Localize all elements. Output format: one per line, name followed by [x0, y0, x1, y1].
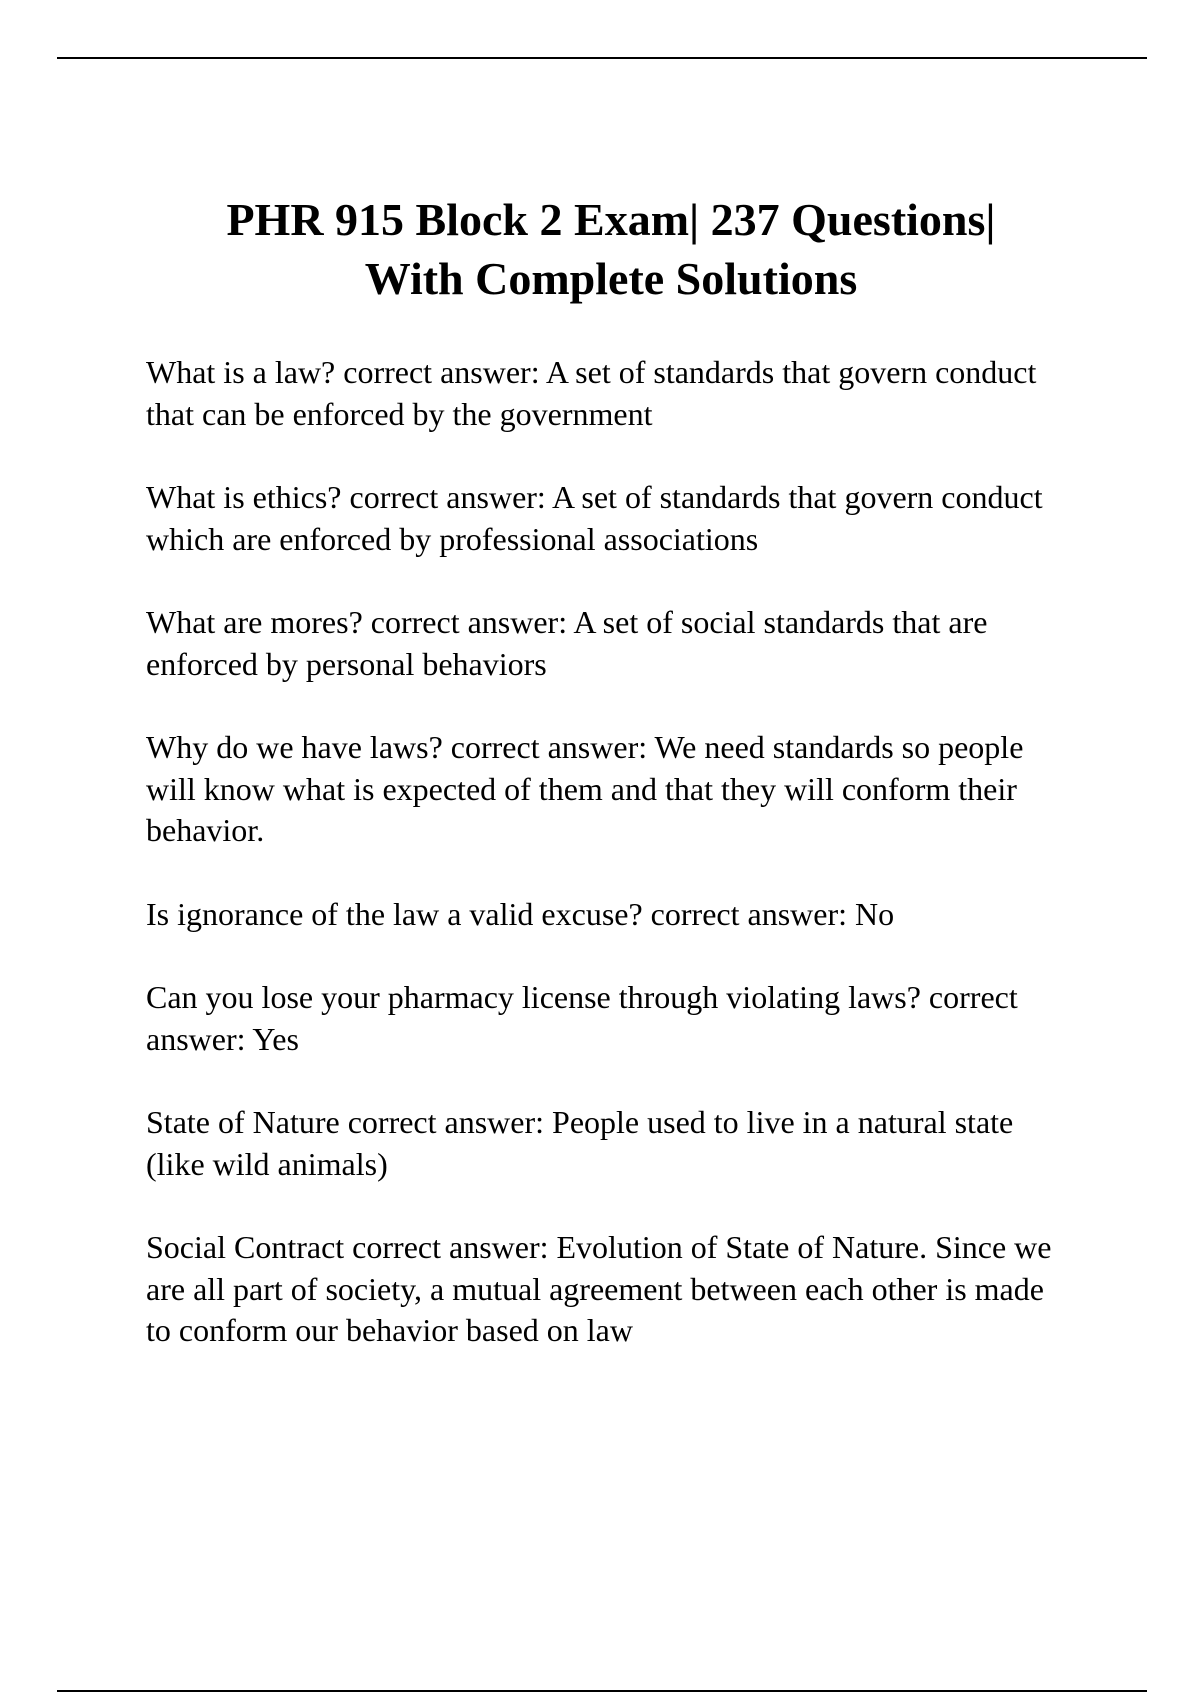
header-rule — [57, 57, 1147, 59]
qa-item: What is a law? correct answer: A set of standards that govern conduct that can be enforced by the government — [146, 354, 1037, 432]
qa-list — [146, 352, 1076, 1352]
qa-item: Can you lose your pharmacy license through violating laws? correct answer: Yes — [146, 979, 1018, 1057]
qa-item: Why do we have laws? correct answer: We need standards so people will know what is expected of them and that they will conform their behavior. — [146, 729, 1024, 848]
document-title — [146, 190, 1076, 308]
title-line-1: PHR 915 Block 2 Exam| 237 Questions| — [226, 194, 996, 245]
title-line-2: With Complete Solutions — [364, 253, 858, 304]
qa-item: Social Contract correct answer: Evolution of State of Nature. Since we are all part of society, a mutual agreement between each other is made to conform our behavior based on law — [146, 1229, 1052, 1348]
document-page — [146, 190, 1076, 1394]
qa-item: Is ignorance of the law a valid excuse? correct answer: No — [146, 895, 895, 932]
qa-item: What is ethics? correct answer: A set of standards that govern conduct which are enforced by professional associations — [146, 479, 1043, 557]
qa-item: What are mores? correct answer: A set of social standards that are enforced by personal behaviors — [146, 604, 988, 682]
footer-rule — [57, 1690, 1147, 1692]
qa-item: State of Nature correct answer: People used to live in a natural state (like wild animals) — [146, 1104, 1014, 1182]
